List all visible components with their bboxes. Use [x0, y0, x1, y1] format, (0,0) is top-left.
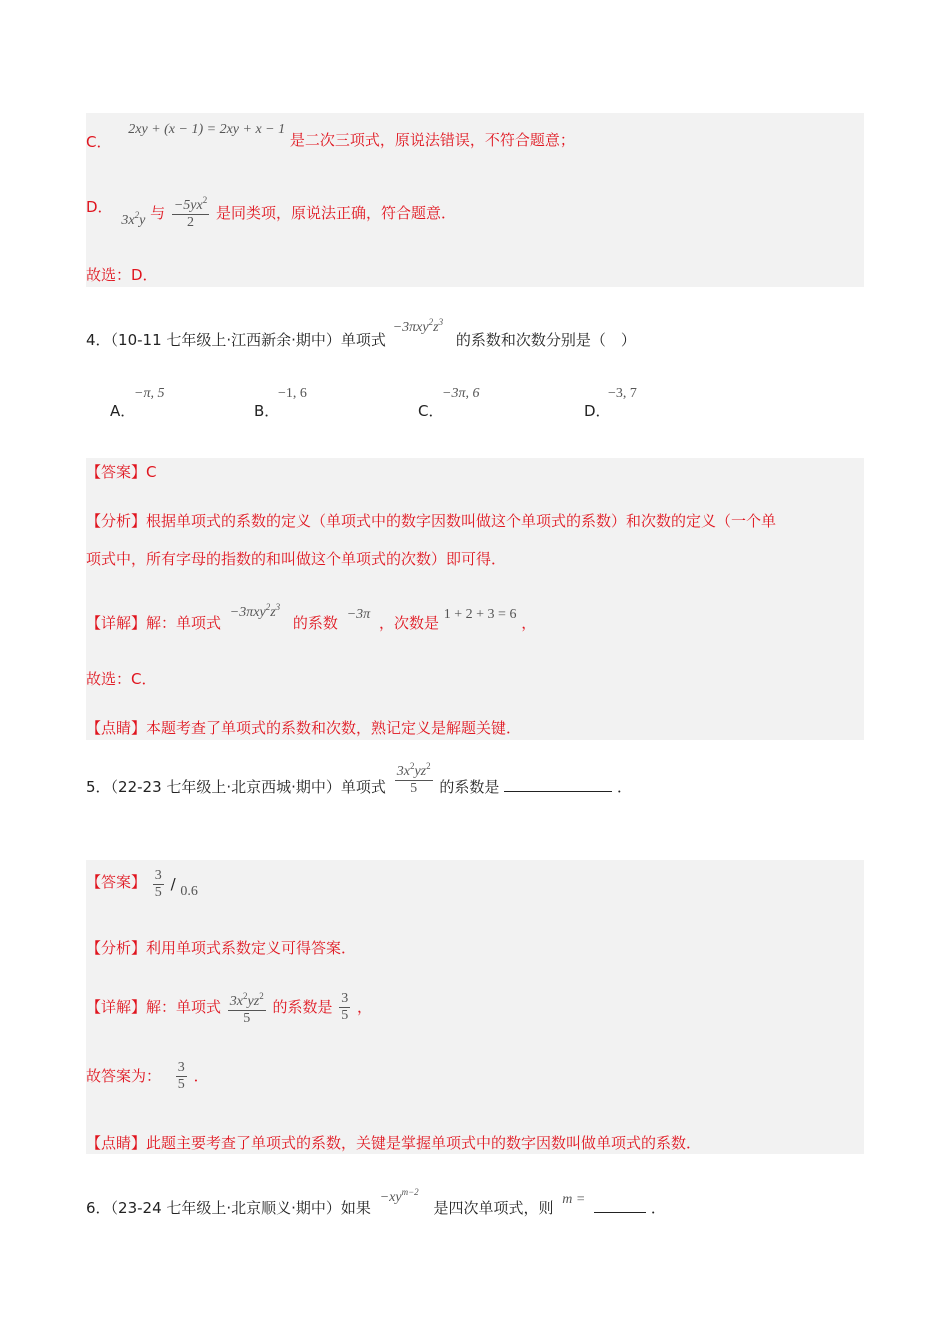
q4-detail-end: ， [521, 614, 537, 632]
q6-math: $-xy^{m-2}$ [379, 1187, 419, 1205]
q3-choice: 故选：D． [86, 266, 158, 284]
q4-solution-panel [86, 458, 864, 740]
q5-final-prefix: 故答案为： [86, 1067, 162, 1085]
q4-option-d[interactable] [584, 386, 704, 420]
q6-var: m = [562, 1192, 586, 1207]
q3-option-c-line [86, 122, 575, 152]
q5-final-fraction: $\frac{3}{5}$ [177, 1060, 185, 1092]
q5-answer-blank[interactable] [504, 779, 612, 792]
q4-option-d-label: D． [584, 402, 611, 420]
q6-stem-prefix: 6．（23-24 七年级上·北京顺义·期中）如果 [86, 1199, 371, 1217]
q5-stem-end: ． [616, 778, 632, 796]
q3-c-label: C． [86, 133, 112, 151]
q4-option-c[interactable] [418, 386, 538, 420]
q3-option-d-line [86, 194, 456, 233]
q5-answer [86, 868, 198, 901]
q4-answer: 【答案】C [86, 463, 157, 481]
q4-choice: 故选：C． [86, 670, 157, 688]
q4-analysis-line-2: 项式中，所有字母的指数的和叫做这个单项式的次数）即可得． [86, 550, 507, 568]
q5-detail-prefix: 【详解】解：单项式 [86, 998, 222, 1016]
q4-option-c-value: −3π, 6 [442, 386, 480, 401]
q5-stem-prefix: 5．（22-23 七年级上·北京西城·期中）单项式 [86, 778, 386, 796]
q4-stem [86, 317, 636, 352]
q4-detail-math: $-3\pi xy^2z^3$ [229, 602, 281, 620]
q6-answer-blank[interactable] [594, 1200, 646, 1213]
q5-final [86, 1060, 209, 1093]
q4-analysis-line-1: 【分析】根据单项式的系数的定义（单项式中的数字因数叫做这个单项式的系数）和次数的定义（一个单 [86, 512, 777, 530]
q4-detail-coef: −3π [346, 607, 371, 622]
q4-detail-degree: 1 + 2 + 3 = 6 [443, 607, 517, 622]
q5-stem [86, 761, 632, 807]
q4-detail-mid2: ，次数是 [378, 614, 439, 632]
q4-stem-math: $-3\pi xy^2z^3$ [392, 317, 444, 335]
q4-option-b[interactable] [254, 386, 374, 420]
q4-comment: 【点睛】本题考查了单项式的系数和次数，熟记定义是解题关键． [86, 719, 522, 737]
q6-end: ． [650, 1199, 666, 1217]
q5-comment: 【点睛】此题主要考查了单项式的系数，关键是掌握单项式中的数字因数叫做单项式的系数． [86, 1134, 702, 1152]
q4-option-d-value: −3, 7 [608, 386, 637, 401]
q4-detail [86, 602, 537, 635]
q6-mid: 是四次单项式，则 [433, 1199, 554, 1217]
q4-option-a-label: A． [110, 402, 136, 420]
q5-answer-sep: / [170, 875, 176, 893]
q4-stem-prefix: 4．（10-11 七年级上·江西新余·期中）单项式 [86, 331, 386, 349]
q5-detail-result: $\frac{3}{5}$ [341, 991, 349, 1023]
q5-answer-alt: 0.6 [180, 884, 198, 899]
q3-c-math: 2xy + (x − 1) = 2xy + x − 1 [128, 122, 286, 137]
q5-answer-prefix: 【答案】 [86, 873, 147, 891]
q5-final-end: ． [193, 1067, 209, 1085]
q5-stem-suffix: 的系数是 [439, 778, 500, 796]
q4-option-b-label: B． [254, 402, 280, 420]
q5-detail [86, 988, 372, 1027]
q3-d-text: 是同类项，原说法正确，符合题意． [216, 204, 457, 222]
q3-c-text: 是二次三项式，原说法错误，不符合题意； [289, 131, 575, 149]
q4-detail-mid1: 的系数 [292, 614, 338, 632]
q5-answer-fraction: $\frac{3}{5}$ [154, 868, 162, 900]
q4-detail-prefix: 【详解】解：单项式 [86, 614, 222, 632]
q5-detail-fraction: $\frac{3x^2yz^2}{5}$ [228, 988, 266, 1027]
q4-option-a-value: −π, 5 [134, 386, 165, 401]
q6-stem [86, 1187, 666, 1220]
q4-option-b-value: −1, 6 [278, 386, 307, 401]
q3-d-label: D． [86, 198, 113, 216]
q4-option-c-label: C． [418, 402, 444, 420]
q3-d-fraction: $\frac{-5yx^2}{2}$ [172, 192, 209, 231]
q3-d-math-a: $3x^2y$ [121, 210, 146, 228]
q5-analysis: 【分析】利用单项式系数定义可得答案． [86, 939, 357, 957]
q3-d-with: 与 [150, 204, 166, 222]
q4-option-a[interactable] [110, 386, 230, 420]
q5-detail-end: ， [357, 998, 373, 1016]
q4-stem-suffix: 的系数和次数分别是（ ） [455, 331, 636, 349]
q5-stem-fraction: $\frac{3x^2yz^2}{5}$ [395, 758, 433, 797]
q5-detail-mid: 的系数是 [272, 998, 333, 1016]
